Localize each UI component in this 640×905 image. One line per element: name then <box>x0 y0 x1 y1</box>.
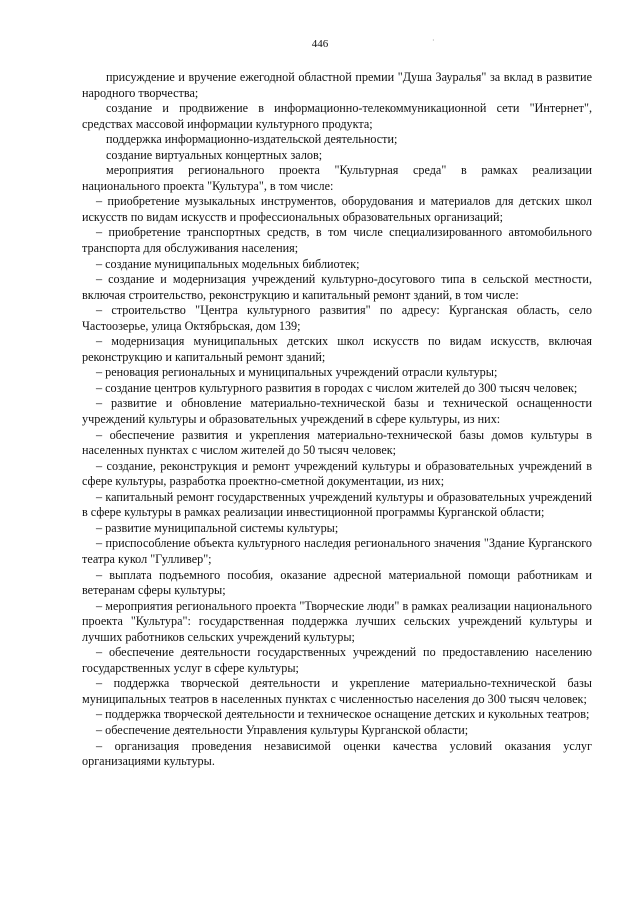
list-item: – развитие и обновление материально-технической базы и технической оснащенности учреждений культуры и образовательных учреждений в сфере культуры, из них: <box>82 396 592 427</box>
document-body <box>82 70 592 770</box>
list-item: – мероприятия регионального проекта "Творческие люди" в рамках реализации национального проекта "Культура": государственная поддержка лучших сельских учреждений культуры и лучших работников сельских учреждений культуры; <box>82 598 592 644</box>
paragraph: создание виртуальных концертных залов; <box>106 147 323 162</box>
list-item: – поддержка творческой деятельности и укрепление материально-технической базы муниципальных театров в населенных пунктах с численностью населения до 300 тысяч человек; <box>82 676 592 706</box>
list-item: – обеспечение деятельности Управления культуры Курганской области; <box>96 722 469 737</box>
paragraph: мероприятия регионального проекта "Культурная среда" в рамках реализации национального проекта "Культура", в том числе: <box>82 163 592 193</box>
list-item: – поддержка творческой деятельности и техническое оснащение детских и кукольных театров; <box>96 707 590 722</box>
list-item: – создание и модернизация учреждений культурно-досугового типа в сельской местности, включая строительство, реконструкцию и капитальный ремонт зданий, в том числе: <box>82 272 592 302</box>
list-item: – приспособление объекта культурного наследия регионального значения "Здание Курганского театра кукол "Гулливер"; <box>82 536 592 566</box>
list-item: – создание муниципальных модельных библиотек; <box>96 256 360 271</box>
list-item: – строительство "Центра культурного развития" по адресу: Курганская область, село Частоозерье, улица Октябрьская, дом 139; <box>82 303 592 333</box>
list-item: – обеспечение деятельности государственных учреждений по предоставлению населению государственных услуг в сфере культуры; <box>82 645 592 675</box>
list-item: – организация проведения независимой оценки качества условий оказания услуг организациями культуры. <box>82 738 592 769</box>
paragraph: создание и продвижение в информационно-телекоммуникационной сети "Интернет", средствах массовой информации культурного продукта; <box>82 101 592 131</box>
page-number: 446 <box>311 38 329 50</box>
list-item: – создание, реконструкция и ремонт учреждений культуры и образовательных учреждений в сфере культуры, разработка проектно-сметной документации, из них; <box>82 458 592 489</box>
list-item: – капитальный ремонт государственных учреждений культуры и образовательных учреждений в сфере культуры в рамках реализации инвестиционной программы Курганской области; <box>82 489 592 520</box>
list-item: – развитие муниципальной системы культуры; <box>96 520 339 535</box>
list-item: – модернизация муниципальных детских школ искусств по видам искусств, включая реконструкцию и капитальный ремонт зданий; <box>82 334 592 364</box>
scan-speck: · <box>432 36 435 45</box>
list-item: – реновация региональных и муниципальных учреждений отрасли культуры; <box>96 365 498 380</box>
list-item: – приобретение транспортных средств, в том числе специализированного автомобильного транспорта для обслуживания населения; <box>82 225 592 256</box>
list-item: – приобретение музыкальных инструментов, оборудования и материалов для детских школ искусств по видам искусств и профессиональных образовательных организаций; <box>82 194 592 224</box>
paragraph: поддержка информационно-издательской деятельности; <box>106 132 398 147</box>
list-item: – выплата подъемного пособия, оказание адресной материальной помощи работникам и ветеранам сферы культуры; <box>82 567 592 598</box>
list-item: – создание центров культурного развития в городах с числом жителей до 300 тысяч человек; <box>96 380 578 395</box>
paragraph: присуждение и вручение ежегодной областной премии "Душа Зауралья" за вклад в развитие народного творчества; <box>82 70 592 100</box>
list-item: – обеспечение развития и укрепления материально-технической базы домов культуры в населенных пунктах с числом жителей до 50 тысяч человек; <box>82 427 592 458</box>
